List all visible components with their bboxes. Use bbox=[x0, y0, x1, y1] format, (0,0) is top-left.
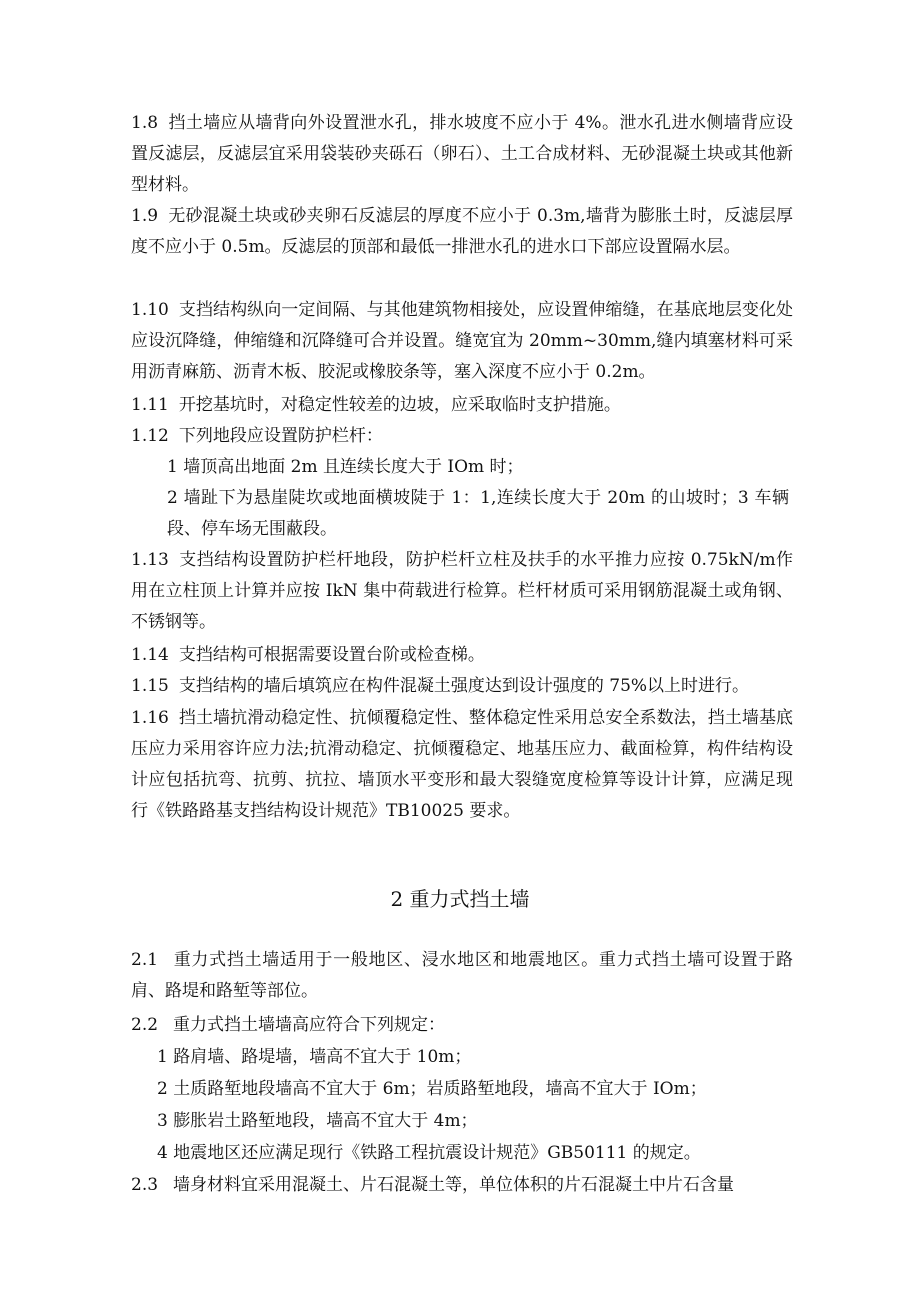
clause-number: 2.2 bbox=[131, 1015, 159, 1035]
clause-1-10 bbox=[131, 295, 793, 388]
clause-2-3 bbox=[131, 1170, 793, 1201]
clause-number: 1.13 bbox=[131, 550, 169, 570]
clause-1-12 bbox=[131, 421, 793, 452]
clause-number: 1.9 bbox=[131, 206, 159, 226]
clause-text: 重力式挡土墙适用于一般地区、浸水地区和地震地区。重力式挡土墙可设置于路肩、路堤和路堑等部位。 bbox=[131, 950, 793, 1001]
clause-text: 挡土墙抗滑动稳定性、抗倾覆稳定性、整体稳定性采用总安全系数法，挡土墙基底压应力采用容许应力法;抗滑动稳定、抗倾覆稳定、地基压应力、截面检算，构件结构设计应包括抗弯、抗剪、抗拉、墙顶水平变形和最大裂缝宽度检算等设计计算，应满足现行《铁路路基支挡结构设计规范》TB10025 要求。 bbox=[131, 708, 793, 821]
clause-number: 1.14 bbox=[131, 645, 169, 665]
clause-1-8 bbox=[131, 108, 793, 201]
clause-text: 无砂混凝土块或砂夹卵石反滤层的厚度不应小于 0.3m,墙背为膨胀土时，反滤层厚度不应小于 0.5m。反滤层的顶部和最低一排泄水孔的进水口下部应设置隔水层。 bbox=[131, 206, 793, 257]
clause-text: 墙身材料宜采用混凝土、片石混凝土等，单位体积的片石混凝土中片石含量 bbox=[173, 1175, 734, 1195]
clause-text: 挡土墙应从墙背向外设置泄水孔，排水坡度不应小于 4%。泄水孔进水侧墙背应设置反滤层，反滤层宜采用袋装砂夹砾石（卵石）、土工合成材料、无砂混凝土块或其他新型材料。 bbox=[131, 113, 793, 195]
clause-number: 1.12 bbox=[131, 426, 169, 446]
clause-2-2 bbox=[131, 1010, 793, 1041]
clause-text: 下列地段应设置防护栏杆： bbox=[178, 426, 383, 446]
clause-text: 开挖基坑时，对稳定性较差的边坡，应采取临时支护措施。 bbox=[178, 395, 621, 415]
clause-1-9 bbox=[131, 201, 793, 263]
clause-number: 1.15 bbox=[131, 676, 169, 696]
clause-2-2-item-3: 3 膨胀岩土路堑地段，墙高不宜大于 4m； bbox=[157, 1111, 478, 1131]
clause-1-12-item-2: 2 墙趾下为悬崖陡坎或地面横坡陡于 1：1,连续长度大于 20m 的山坡时；3 车辆段、停车场无围蔽段。 bbox=[167, 488, 789, 539]
clause-2-2-item-1: 1 路肩墙、路堤墙，墙高不宜大于 10m； bbox=[157, 1047, 472, 1067]
clause-number: 2.3 bbox=[131, 1175, 159, 1195]
clause-text: 支挡结构可根据需要设置台阶或检查梯。 bbox=[178, 645, 485, 665]
clause-text: 支挡结构纵向一定间隔、与其他建筑物相接处，应设置伸缩缝，在基底地层变化处应设沉降缝，伸缩缝和沉降缝可合并设置。缝宽宜为 20mm~30mm,缝内填塞材料可采用沥青麻筋、沥青木板、胶泥或橡胶条等，塞入深度不应小于 0.2m。 bbox=[131, 300, 793, 382]
clause-1-16 bbox=[131, 703, 793, 827]
clause-1-14 bbox=[131, 640, 793, 671]
clause-text: 支挡结构设置防护栏杆地段，防护栏杆立柱及扶手的水平推力应按 0.75kN∕m作用在立柱顶上计算并应按 IkN 集中荷载进行检算。栏杆材质可采用钢筋混凝土或角钢、不锈钢等。 bbox=[131, 550, 793, 632]
clause-2-2-item-2: 2 土质路堑地段墙高不宜大于 6m；岩质路堑地段，墙高不宜大于 IOm； bbox=[157, 1079, 707, 1099]
clause-number: 1.11 bbox=[131, 395, 169, 415]
clause-number: 1.8 bbox=[131, 113, 159, 133]
clause-1-13 bbox=[131, 545, 793, 638]
clause-text: 支挡结构的墙后填筑应在构件混凝土强度达到设计强度的 75%以上时进行。 bbox=[178, 676, 750, 696]
clause-1-15 bbox=[131, 671, 793, 702]
clause-text: 重力式挡土墙墙高应符合下列规定： bbox=[173, 1015, 445, 1035]
clause-number: 1.16 bbox=[131, 708, 169, 728]
clause-2-2-item-4: 4 地震地区还应满足现行《铁路工程抗震设计规范》GB50111 的规定。 bbox=[157, 1143, 701, 1163]
clause-1-11 bbox=[131, 390, 793, 421]
section-heading: 2 重力式挡土墙 bbox=[390, 887, 530, 911]
clause-1-12-item-1: 1 墙顶高出地面 2m 且连续长度大于 IOm 时； bbox=[167, 457, 524, 477]
clause-number: 2.1 bbox=[131, 950, 159, 970]
clause-2-1 bbox=[131, 945, 793, 1007]
clause-number: 1.10 bbox=[131, 300, 169, 320]
